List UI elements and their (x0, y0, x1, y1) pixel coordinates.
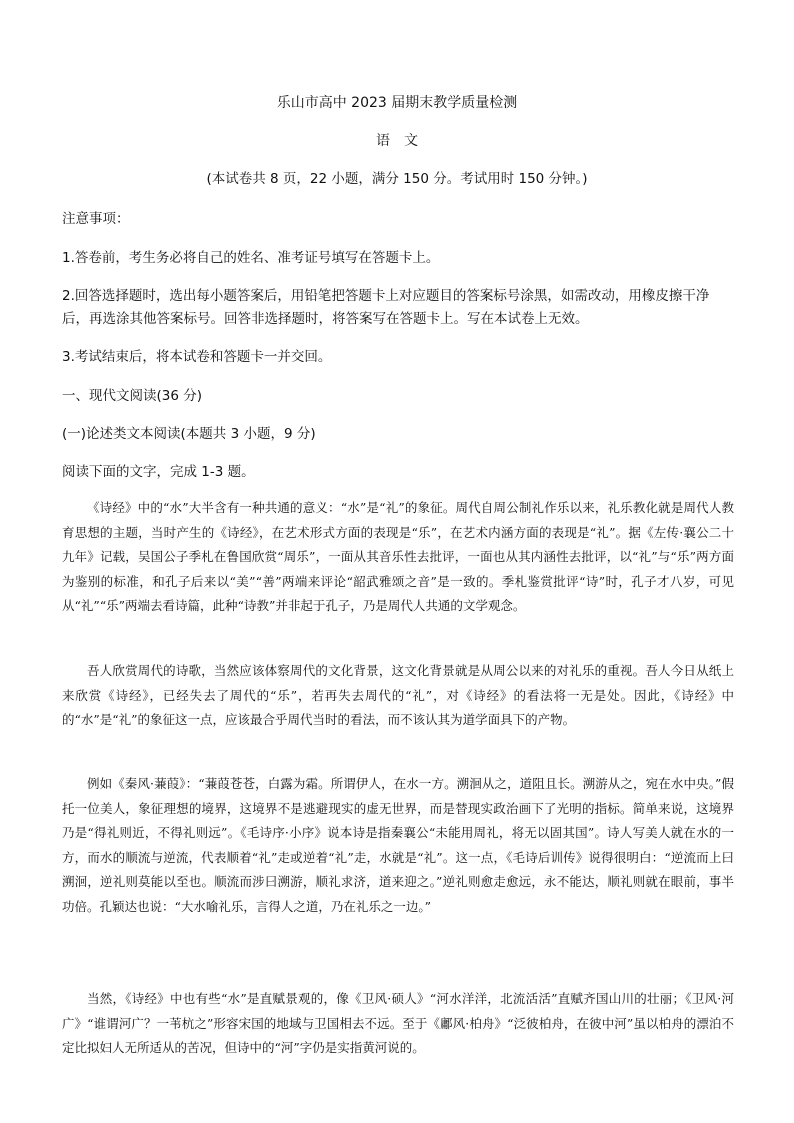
notice-item-2-line-2: 后，再选涂其他答案标号。回答非选择题时，将答案写在答题卡上。写在本试卷上无效。 (62, 311, 589, 327)
subject-title: 语文 (376, 133, 432, 149)
passage-paragraph-4: 当然，《诗经》中也有些“水”是直赋景观的，像《卫风·硕人》“河水洋洋，北流活活”直赋齐国山川的壮丽；《卫风·河广》“谁谓河广？一苇杭之”形容宋国的地域与卫国相去不远。至于《鄘风·柏舟》“泛彼柏舟，在彼中河”虽以柏舟的漂泊不定比拟妇人无所适从的苦况，但诗中的“河”字仍是实指黄河说的。 (62, 991, 734, 1055)
exam-info: (本试卷共 8 页，22 小题，满分 150 分。考试用时 150 分钟。) (206, 171, 588, 187)
passage-paragraph-3: 例如《秦风·蒹葭》：“蒹葭苍苍，白露为霜。所谓伊人，在水一方。溯洄从之，道阻且长。溯游从之，宛在水中央。”假托一位美人，象征理想的境界，这境界不是逃避现实的虚无世界，而是替现实政治画下了光明的指标。简单来说，这境界乃是“得礼则近，不得礼则远”。《毛诗序·小序》说本诗是指秦襄公“未能用周礼，将无以固其国”。诗人写美人就在水的一方，而水的顺流与逆流，代表顺着“礼”走或逆着“礼”走，水就是“礼”。这一点，《毛诗后训传》说得很明白：“逆流而上曰溯洄，逆礼则莫能以至也。顺流而涉曰溯游，顺礼求济，道来迎之。”逆礼则愈走愈远，永不能达，顺礼则就在眼前，事半功倍。孔颖达也说：“大水喻礼乐，言得人之道，乃在礼乐之一边。” (62, 776, 734, 914)
subsection-heading: (一)论述类文本阅读(本题共 3 小题，9 分) (62, 426, 316, 442)
notice-item-3: 3.考试结束后，将本试卷和答题卡一并交回。 (62, 349, 332, 365)
notice-item-2-line-1: 2.回答选择题时，选出每小题答案后，用铅笔把答题卡上对应题目的答案标号涂黑，如需改动，用橡皮擦干净 (62, 288, 710, 304)
section-heading: 一、现代文阅读(36 分) (62, 388, 203, 404)
notice-heading: 注意事项： (62, 211, 130, 227)
passage-paragraph-2: 吾人欣赏周代的诗歌，当然应该体察周代的文化背景，这文化背景就是从周公以来的对礼乐的重视。吾人今日从纸上来欣赏《诗经》，已经失去了周代的“乐”，若再失去周代的“礼”，对《诗经》的看法将一无是处。因此，《诗经》中的“水”是“礼”的象征这一点，应该最合乎周代当时的看法，而不该认其为道学面具下的产物。 (62, 663, 734, 727)
reading-instruction: 阅读下面的文字，完成 1-3 题。 (62, 464, 255, 480)
passage-paragraph-1: 《诗经》中的“水”大半含有一种共通的意义：“水”是“礼”的象征。周代自周公制礼作乐以来，礼乐教化就是周代人教育思想的主题，当时产生的《诗经》，在艺术形式方面的表现是“乐”，在艺术内涵方面的表现是“礼”。据《左传·襄公二十九年》记载，吴国公子季札在鲁国欣赏“周乐”，一面从其音乐性去批评，一面也从其内涵性去批评，以“礼”与“乐”两方面为鉴别的标准，和孔子后来以“美”“善”两端来评论“韶武雅颂之音”是一致的。季札鉴赏批评“诗”时，孔子才八岁，可见从“礼”“乐”两端去看诗篇，此种“诗教”并非起于孔子，乃是周代人共通的文学观念。 (62, 500, 734, 613)
notice-item-1: 1.答卷前，考生务必将自己的姓名、准考证号填写在答题卡上。 (62, 250, 440, 266)
exam-title: 乐山市高中 2023 届期末教学质量检测 (276, 95, 518, 111)
